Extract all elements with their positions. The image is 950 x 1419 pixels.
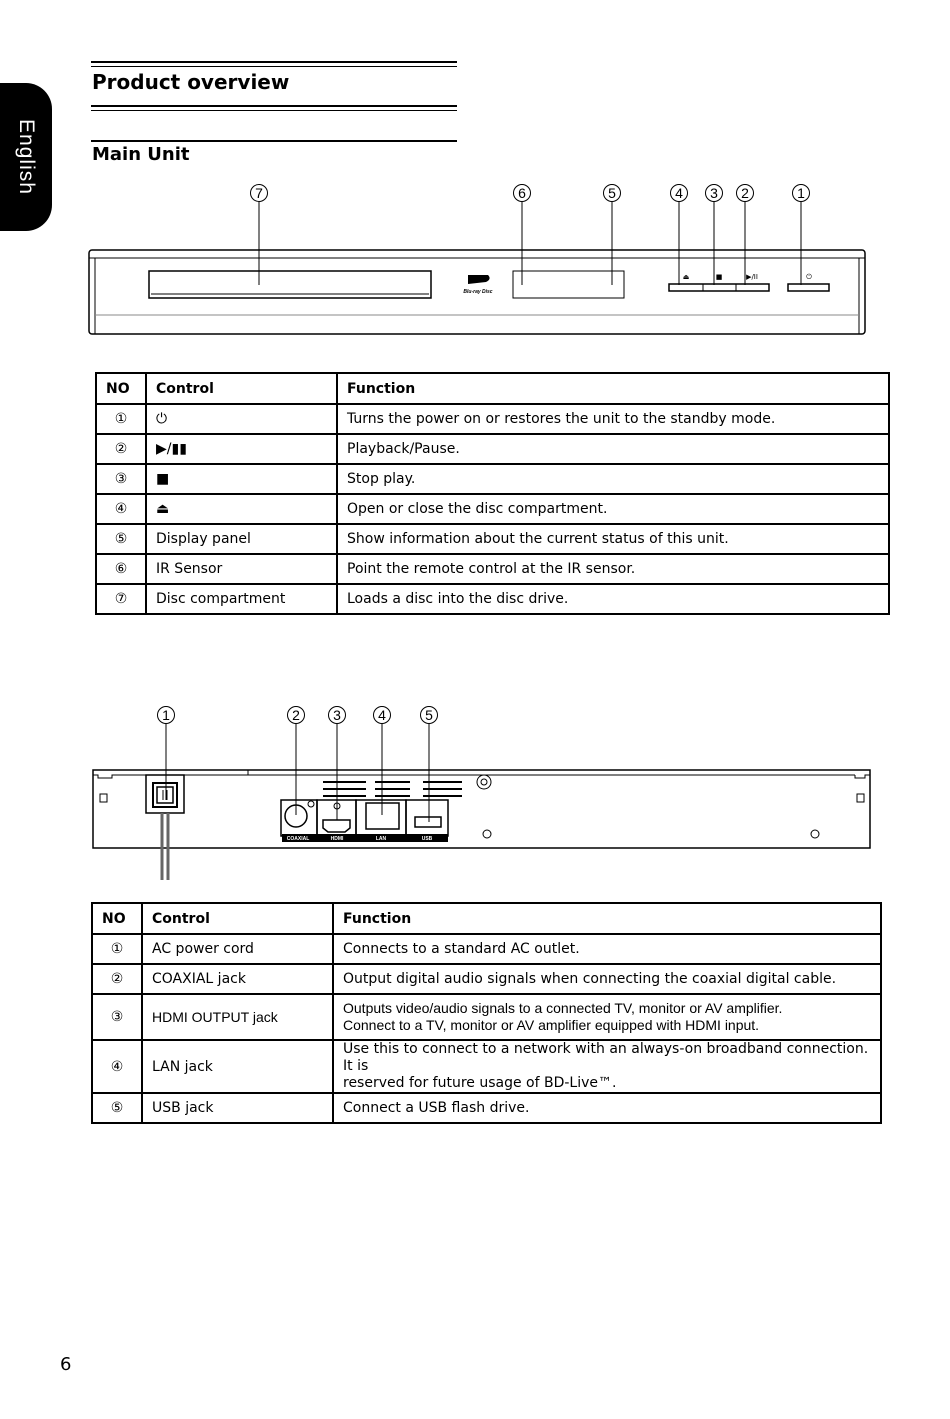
table-row: [92, 1093, 881, 1123]
row-number: ④: [92, 1040, 142, 1093]
row-number: ⑤: [96, 524, 146, 554]
row-function: Stop play.: [337, 464, 889, 494]
coaxial-label: COAXIAL: [286, 836, 310, 842]
front-callout-label: 3: [710, 185, 718, 201]
row-function: Turns the power on or restores the unit to the standby mode.: [337, 404, 889, 434]
rear-callout-label: 2: [292, 707, 300, 723]
front-callout-label: 5: [608, 185, 616, 201]
power-icon: ⏻: [146, 404, 337, 434]
row-control: Display panel: [146, 524, 337, 554]
rear-callout-label: 4: [378, 707, 386, 723]
table-row: [92, 994, 881, 1040]
play-pause-icon: ▶/II: [746, 273, 758, 281]
row-function-line: Use this to connect to a network with an always-on broadband connection. It is: [343, 1041, 869, 1074]
header-function: Function: [337, 373, 889, 404]
row-function: [333, 994, 881, 1040]
row-function: Playback/Pause.: [337, 434, 889, 464]
row-number: ⑤: [92, 1093, 142, 1123]
table-header-row: [92, 903, 881, 934]
row-number: ②: [92, 964, 142, 994]
table-row: [92, 934, 881, 964]
header-no: NO: [92, 903, 142, 934]
row-control: HDMI OUTPUT jack: [142, 994, 333, 1040]
row-number: ①: [96, 404, 146, 434]
power-icon: ⏻: [806, 273, 812, 281]
subsection-title: Main Unit: [92, 144, 190, 165]
front-callout-label: 2: [741, 185, 749, 201]
hdmi-label: HDMI: [330, 836, 344, 842]
row-number: ⑥: [96, 554, 146, 584]
row-function: Connects to a standard AC outlet.: [333, 934, 881, 964]
row-function: Show information about the current status of this unit.: [337, 524, 889, 554]
row-number: ①: [92, 934, 142, 964]
section-title: Product overview: [92, 70, 290, 94]
front-callout-label: 4: [675, 185, 683, 201]
play-pause-icon: ▶/▮▮: [146, 434, 337, 464]
row-number: ③: [96, 464, 146, 494]
row-function-line: Outputs video/audio signals to a connected TV, monitor or AV amplifier.: [343, 1000, 783, 1016]
row-function: Output digital audio signals when connecting the coaxial digital cable.: [333, 964, 881, 994]
header-no: NO: [96, 373, 146, 404]
row-control: COAXIAL jack: [142, 964, 333, 994]
row-function: [333, 1040, 881, 1093]
eject-icon: ⏏: [146, 494, 337, 524]
row-function: Connect a USB flash drive.: [333, 1093, 881, 1123]
front-callout-label: 7: [255, 185, 263, 201]
rear-callout-label: 1: [162, 707, 170, 723]
header-function: Function: [333, 903, 881, 934]
row-control: USB jack: [142, 1093, 333, 1123]
rear-callout-label: 5: [425, 707, 433, 723]
row-control: IR Sensor: [146, 554, 337, 584]
row-control: Disc compartment: [146, 584, 337, 614]
table-row: [92, 1040, 881, 1093]
rear-callout-5: [421, 707, 438, 823]
bluray-logo-text: Blu-ray Disc: [463, 289, 493, 295]
language-tab-label: English: [15, 119, 38, 195]
row-function-line: Connect to a TV, monitor or AV amplifier equipped with HDMI input.: [343, 1017, 760, 1033]
page-number: 6: [60, 1354, 72, 1375]
header-control: Control: [142, 903, 333, 934]
row-number: ③: [92, 994, 142, 1040]
lan-label: LAN: [375, 836, 387, 842]
row-function: Point the remote control at the IR sensor.: [337, 554, 889, 584]
stop-icon: ■: [146, 464, 337, 494]
usb-label: USB: [421, 836, 433, 842]
header-control: Control: [146, 373, 337, 404]
row-function-line: reserved for future usage of BD-Live™.: [343, 1075, 617, 1091]
front-callout-label: 1: [797, 185, 805, 201]
front-callout-label: 6: [518, 185, 526, 201]
stop-icon: ■: [715, 273, 723, 281]
rear-controls-table: [91, 902, 882, 1124]
row-control: AC power cord: [142, 934, 333, 964]
row-number: ②: [96, 434, 146, 464]
row-number: ④: [96, 494, 146, 524]
eject-icon: ⏏: [682, 273, 690, 281]
row-function: Open or close the disc compartment.: [337, 494, 889, 524]
row-control: LAN jack: [142, 1040, 333, 1093]
row-number: ⑦: [96, 584, 146, 614]
table-row: [92, 964, 881, 994]
row-function: Loads a disc into the disc drive.: [337, 584, 889, 614]
rear-callout-label: 3: [333, 707, 341, 723]
